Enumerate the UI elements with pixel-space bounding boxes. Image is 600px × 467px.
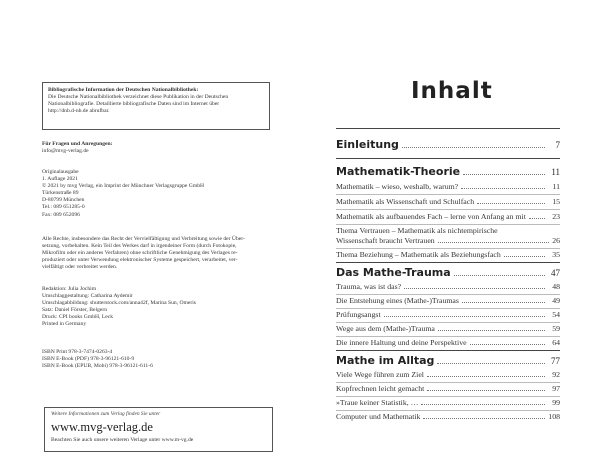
toc-entry[interactable]: [336, 398, 560, 407]
entry-label: Mathematik als Wissenschaft und Schulfach: [336, 197, 475, 206]
dot-leader: [427, 375, 545, 377]
isbn-line: ISBN E-Book (PDF) 978-3-96121-610-9: [42, 356, 135, 363]
bib-line: Nationalbibliografie. Detaillierte bibliografische Daten sind im Internet über: [48, 101, 220, 108]
toc-entry[interactable]: [336, 182, 560, 191]
publisher-note: Beachten Sie auch unsere weiteren Verlage unter www.m-vg.de: [51, 437, 194, 443]
entry-label: Computer und Mathematik: [336, 412, 421, 421]
credit-line: Umschlagabbildung: shutterstock.com/anna42f, Marina Sun, Omeris: [42, 300, 196, 307]
entry-label-continued: Wissenschaft braucht Vertrauen: [336, 236, 435, 245]
entry-page: 59: [552, 324, 560, 333]
toc-section-trauma[interactable]: [336, 266, 560, 279]
rights-line: Mikrofilm oder ein anderes Verfahren) ohne schriftliche Genehmigung des Verlages re-: [42, 250, 238, 257]
entry-rule: [336, 336, 560, 337]
entry-rule: [336, 396, 560, 397]
entry-page: 108: [548, 412, 560, 421]
entry-label: Mathematik – wieso, weshalb, warum?: [336, 182, 459, 191]
entry-label: Wege aus dem (Mathe-)Trauma: [336, 324, 435, 333]
entry-page: 35: [552, 250, 560, 259]
entry-label: Prüfungsangst: [336, 310, 381, 319]
dot-leader: [421, 403, 545, 405]
toc-entry[interactable]: [336, 370, 560, 379]
entry-label: Mathematik als aufbauendes Fach – lerne von Anfang an mit: [336, 212, 526, 221]
dot-leader: [470, 343, 545, 345]
section-rule: [336, 350, 560, 351]
dot-leader: [463, 173, 545, 175]
toc-entry[interactable]: [336, 212, 560, 221]
entry-rule: [336, 322, 560, 323]
section-page: 7: [555, 140, 560, 150]
entry-rule: [336, 382, 560, 383]
credits-block: [42, 286, 270, 329]
toc-section-theory[interactable]: [336, 165, 560, 178]
entry-label: Die innere Haltung und deine Perspektive: [336, 338, 467, 347]
section-rule: [336, 128, 560, 129]
dot-leader: [402, 146, 545, 148]
rights-line: Alle Rechte, insbesondere das Recht der Vervielfältigung und Verbreitung sowie der Über-: [42, 236, 245, 242]
credit-line: Redaktion: Julia Jochim: [42, 286, 97, 292]
entry-page: 49: [552, 296, 560, 305]
entry-page: 64: [552, 338, 560, 347]
rights-block: [42, 236, 270, 271]
entry-rule: [336, 194, 560, 195]
entry-label: Viele Wege führen zum Ziel: [336, 370, 424, 379]
credit-line: Satz: Daniel Förster, Belgern: [42, 307, 108, 314]
credit-line: Umschlaggestaltung: Catharina Aydemir: [42, 293, 133, 300]
toc-entry[interactable]: [336, 226, 560, 246]
section-page: 11: [551, 167, 560, 177]
edition-line: Originalausgabe: [42, 169, 79, 175]
section-page: 77: [551, 356, 560, 366]
section-rule: [336, 262, 560, 263]
toc-entry[interactable]: [336, 384, 560, 393]
bib-line: http://dnb.d-nb.de abrufbar.: [48, 108, 110, 115]
toc-entry[interactable]: [336, 310, 560, 319]
dot-leader: [437, 362, 545, 364]
section-label: Mathematik-Theorie: [336, 165, 461, 178]
toc-entry[interactable]: [336, 324, 560, 333]
contact-block: [42, 141, 270, 155]
section-page: 47: [551, 268, 560, 278]
entry-label: Kopfrechnen leicht gemacht: [336, 384, 425, 393]
section-label: Das Mathe-Trauma: [336, 266, 451, 279]
publisher-info-box: [44, 407, 273, 452]
section-label: Einleitung: [336, 138, 399, 151]
credit-line: Printed in Germany: [42, 321, 87, 328]
edition-line: Fax: 089 652096: [42, 211, 80, 218]
entry-label: Trauma, was ist das?: [336, 282, 402, 291]
entry-page: 23: [552, 212, 560, 221]
publisher-info-intro: Weitere Informationen zum Verlag finden Sie unter: [51, 411, 161, 417]
toc-section-everyday[interactable]: [336, 354, 560, 367]
entry-page: 15: [552, 197, 560, 206]
dot-leader: [423, 417, 545, 419]
isbn-line: ISBN E-Book (EPUB, Mobi) 978-3-96121-611-6: [42, 363, 153, 370]
entry-label: Thema Vertrauen – Mathematik als nichtempirische: [336, 226, 498, 235]
bib-line: Die Deutsche Nationalbibliothek verzeichnet diese Publikation in der Deutschen: [48, 94, 229, 101]
dot-leader: [504, 255, 545, 257]
toc-entry[interactable]: [336, 250, 560, 259]
entry-rule: [336, 410, 560, 411]
entry-label: Thema Beziehung – Mathematik als Beziehungsfach: [336, 250, 501, 259]
publisher-url[interactable]: www.mvg-verlag.de: [51, 420, 153, 434]
edition-line: Türkenstraße 89: [42, 190, 79, 197]
entry-page: 54: [552, 310, 560, 319]
dot-leader: [438, 329, 545, 331]
credit-line: Druck: CPI books GmbH, Leck: [42, 314, 114, 321]
toc-entry[interactable]: [336, 338, 560, 347]
edition-block: [42, 169, 270, 219]
bib-title: Bibliografische Information der Deutschen Nationalbibliothek:: [48, 87, 199, 93]
edition-line: D-80799 München: [42, 197, 85, 204]
entry-rule: [336, 224, 560, 225]
entry-page: 11: [552, 182, 560, 191]
dot-leader: [529, 217, 545, 219]
dot-leader: [427, 389, 545, 391]
bibliographic-info-box: [42, 82, 270, 130]
edition-line: 1. Auflage 2021: [42, 176, 78, 183]
toc-entry[interactable]: [336, 282, 560, 291]
entry-rule: [336, 308, 560, 309]
edition-line: Tel.: 089 651285-0: [42, 204, 85, 211]
toc-entry[interactable]: [336, 296, 560, 305]
entry-page: 26: [552, 236, 560, 245]
dot-leader: [477, 202, 545, 204]
entry-page: 99: [552, 398, 560, 407]
edition-line: © 2021 by mvg Verlag, ein Imprint der Münchner Verlagsgruppe GmbH: [42, 183, 205, 190]
section-label: Mathe im Alltag: [336, 354, 435, 367]
toc-entry[interactable]: [336, 412, 560, 421]
dot-leader: [438, 241, 550, 243]
dot-leader: [404, 287, 545, 289]
entry-rule: [336, 294, 560, 295]
entry-rule: [336, 209, 560, 210]
rights-line: vielfältigt oder verbreitet werden.: [42, 264, 118, 271]
contact-title: Für Fragen und Anregungen:: [42, 141, 113, 147]
contact-email: info@mvg-verlag.de: [42, 148, 89, 155]
entry-label: Die Entstehung eines (Mathe-)Traumas: [336, 296, 459, 305]
dot-leader: [462, 301, 545, 303]
entry-label: »Traue keiner Statistik, …: [336, 398, 419, 407]
entry-page: 92: [552, 370, 560, 379]
section-rule: [336, 158, 560, 159]
toc-entry[interactable]: [336, 197, 560, 206]
dot-leader: [454, 274, 545, 276]
entry-rule: [336, 248, 560, 249]
dot-leader: [384, 315, 545, 317]
entry-page: 97: [552, 384, 560, 393]
toc-title: Inhalt: [411, 78, 493, 104]
rights-line: produziert oder unter Verwendung elektronischer Systeme gespeichert, verarbeitet, ver-: [42, 257, 238, 264]
entry-page: 48: [552, 282, 560, 291]
isbn-block: [42, 349, 270, 370]
rights-line: setzung, vorbehalten. Kein Teil des Werkes darf in irgendeiner Form (durch Fotokopie,: [42, 243, 237, 250]
dot-leader: [461, 187, 545, 189]
toc-section-intro[interactable]: [336, 138, 560, 151]
isbn-line: ISBN Print 978-3-7474-0263-4: [42, 349, 113, 355]
